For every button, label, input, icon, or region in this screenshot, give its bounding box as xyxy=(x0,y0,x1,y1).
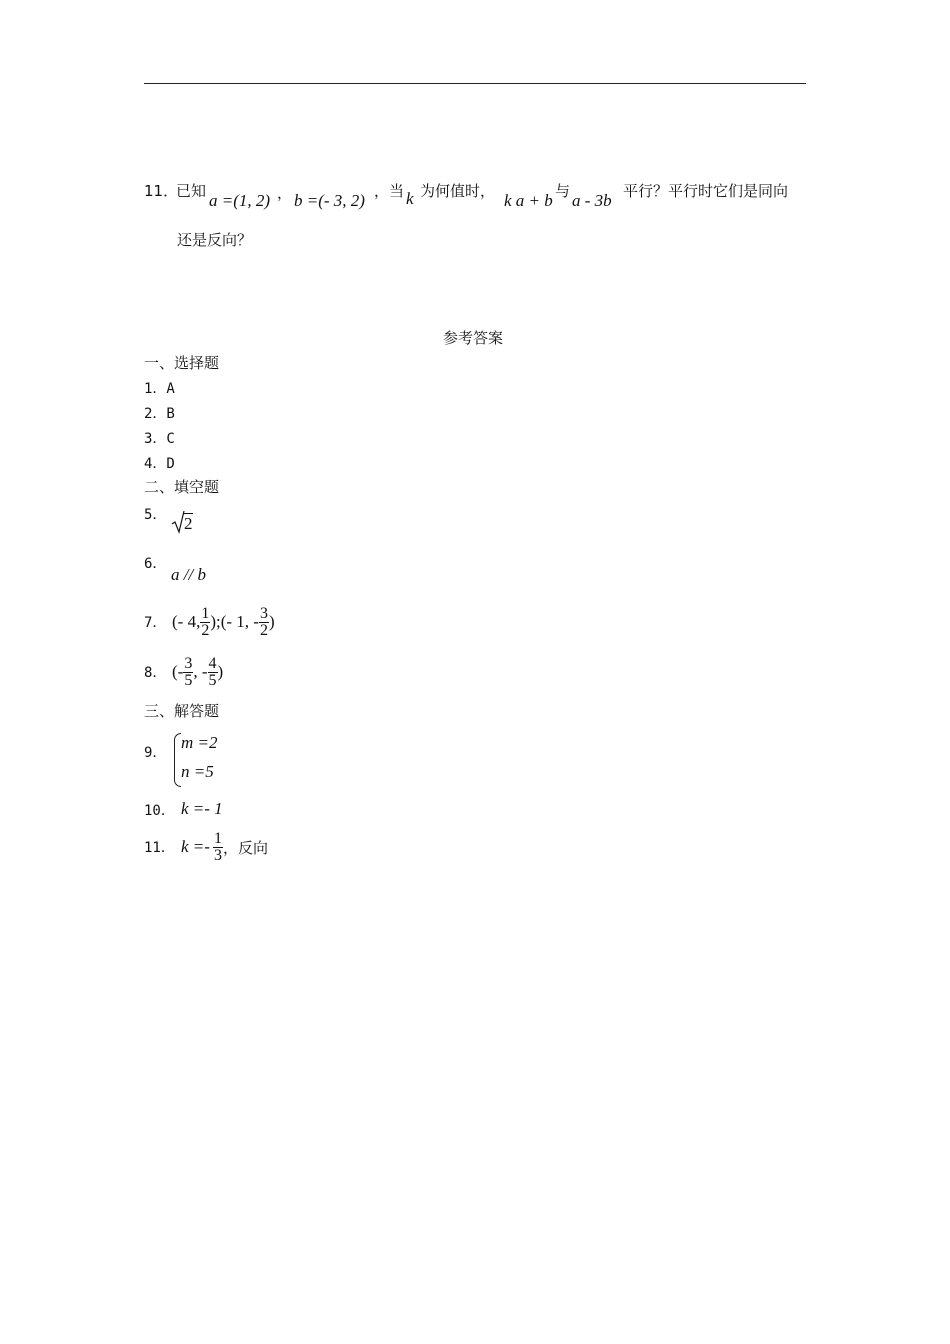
answer-6-label: 6． xyxy=(144,556,167,572)
vector-b-definition: b =(- 3, 2) xyxy=(294,191,365,210)
fraction-denominator: 5 xyxy=(184,671,193,689)
answer-8-part: ) xyxy=(217,662,224,681)
text-direction-question: 还是反向？ xyxy=(177,231,253,249)
answer-4: 4．D xyxy=(144,456,175,472)
section-multiple-choice: 一、选择题 xyxy=(144,354,220,372)
answer-8-label: 8． xyxy=(144,665,167,681)
fraction-numerator: 3 xyxy=(259,604,268,622)
fraction xyxy=(213,831,223,864)
problem-number: 11． xyxy=(144,182,179,200)
answer-7-part: ) xyxy=(268,612,275,631)
fraction-denominator: 5 xyxy=(208,671,217,689)
variable-k: k xyxy=(406,189,414,208)
fraction-denominator: 3 xyxy=(213,846,222,864)
answer-7 xyxy=(144,600,275,644)
system-brace xyxy=(174,733,181,787)
answer-11 xyxy=(144,824,268,870)
fraction-numerator: 3 xyxy=(184,654,193,672)
fraction xyxy=(259,606,269,639)
answer-7-part: );(- 1, - xyxy=(210,612,259,631)
answer-11-label: 11． xyxy=(144,840,175,856)
vector-a-definition: a =(1, 2) xyxy=(209,191,271,210)
answer-8-part: , - xyxy=(193,662,208,681)
answer-7-label: 7． xyxy=(144,615,167,631)
fraction xyxy=(208,656,218,689)
answer-2: 2．B xyxy=(144,406,175,422)
answer-9-line-1: m =2 xyxy=(181,733,218,752)
section-solutions: 三、解答题 xyxy=(144,702,220,720)
expression-ka-plus-b: k a + b xyxy=(504,191,553,210)
answer-7-part: (- 4, xyxy=(172,612,201,631)
answer-3: 3．C xyxy=(144,431,175,447)
answer-10-label: 10． xyxy=(144,803,175,819)
text-with: 与 xyxy=(555,182,571,200)
text-when: ，当 xyxy=(374,182,405,200)
text-known: 已知 xyxy=(176,182,207,200)
fraction-denominator: 2 xyxy=(201,621,210,639)
fraction-numerator: 1 xyxy=(201,604,210,622)
answer-6-value: a // b xyxy=(171,565,206,584)
section-fill-blank: 二、填空题 xyxy=(144,478,220,496)
fraction-numerator: 1 xyxy=(213,829,222,847)
answer-8 xyxy=(144,650,223,694)
answer-key-title: 参考答案 xyxy=(443,329,504,347)
answer-1: 1．A xyxy=(144,381,175,397)
text-parallel-question: 平行？平行时它们是同向 xyxy=(623,182,789,200)
fraction-denominator: 2 xyxy=(259,621,268,639)
answer-11-direction: ，反向 xyxy=(222,838,268,857)
answer-11-k: k =- xyxy=(181,837,210,856)
fraction xyxy=(183,656,193,689)
fraction-numerator: 4 xyxy=(208,654,217,672)
fraction xyxy=(200,606,210,639)
header-rule xyxy=(144,83,806,84)
answer-9-label: 9． xyxy=(144,745,167,761)
expression-a-minus-3b: a - 3b xyxy=(572,191,612,210)
text-what-value: 为何值时， xyxy=(420,182,496,200)
answer-5-label: 5． xyxy=(144,507,167,523)
answer-9-line-2: n =5 xyxy=(181,762,214,781)
answer-10-value: k =- 1 xyxy=(181,799,223,818)
comma: ， xyxy=(277,184,293,202)
answer-8-part: (- xyxy=(172,662,184,681)
sqrt-sign xyxy=(171,510,185,538)
answer-5-value: 2 xyxy=(184,514,193,533)
